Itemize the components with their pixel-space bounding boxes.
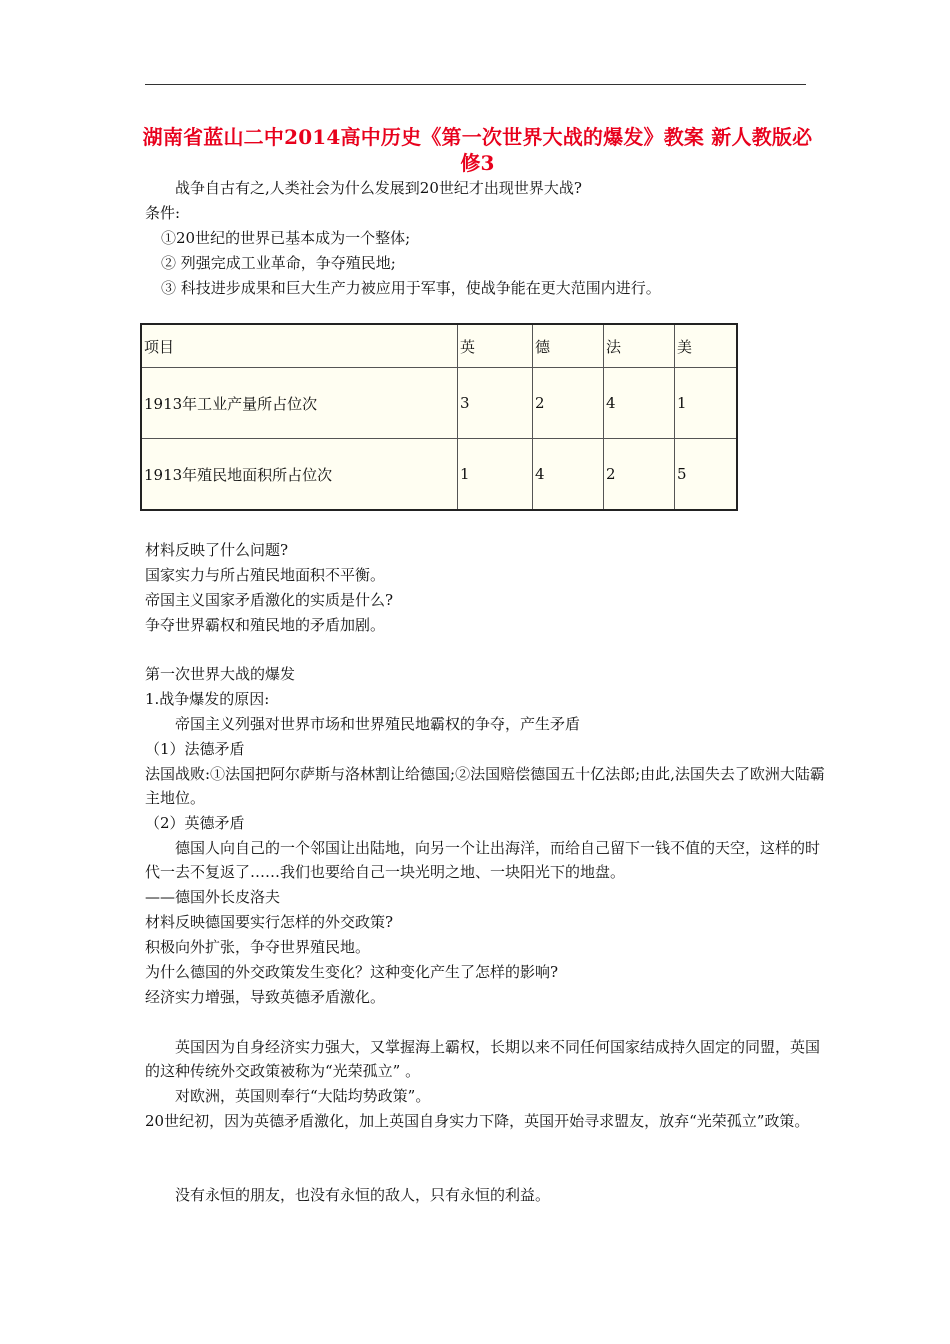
header-rule [145, 84, 806, 85]
conditions-label: 条件: [145, 204, 181, 222]
britain-paragraph-1: 英国因为自身经济实力强大，又掌握海上霸权，长期以来不同任何国家结成持久固定的同盟，英国的这种传统外交政策被称为“光荣孤立” 。 [145, 1038, 821, 1080]
question-4: 为什么德国的外交政策发生变化？这种变化产生了怎样的影响? [145, 963, 559, 981]
table-cell: 3 [458, 368, 533, 439]
intro-question: 战争自古有之,人类社会为什么发展到20世纪才出现世界大战? [175, 179, 582, 197]
document-title: 湖南省蓝山二中2014高中历史《第一次世界大战的爆发》教案 新人教版必修3 [142, 125, 813, 175]
answer-3: 积极向外扩张，争夺世界殖民地。 [145, 938, 371, 956]
britain-paragraph-3: 20世纪初，因为英德矛盾激化，加上英国自身实力下降，英国开始寻求盟友，放弃“光荣孤立”政策。 [145, 1112, 810, 1130]
qa-question-1: 材料反映了什么问题? [145, 541, 289, 559]
section-heading: 第一次世界大战的爆发 [145, 665, 296, 683]
franco-german-text: 法国战败:①法国把阿尔萨斯与洛林割让给德国;②法国赔偿德国五十亿法郎;由此,法国失去了欧洲大陆霸主地位。 [145, 765, 825, 807]
table-header-cell: 项目 [141, 324, 458, 368]
section-item-1: 1.战争爆发的原因: [145, 690, 270, 708]
answer-4: 经济实力增强，导致英德矛盾激化。 [145, 988, 386, 1006]
table-header-cell: 法 [604, 324, 675, 368]
condition-2: ② 列强完成工业革命，争夺殖民地; [161, 254, 396, 272]
condition-1: ①20世纪的世界已基本成为一个整体; [161, 229, 411, 247]
table-cell: 4 [604, 368, 675, 439]
qa-answer-1: 国家实力与所占殖民地面积不平衡。 [145, 566, 386, 584]
qa-answer-2: 争夺世界霸权和殖民地的矛盾加剧。 [145, 616, 386, 634]
qa-question-2: 帝国主义国家矛盾激化的实质是什么? [145, 591, 394, 609]
table-cell: 4 [533, 439, 604, 511]
table-cell: 1913年殖民地面积所占位次 [141, 439, 458, 511]
cause-text: 帝国主义列强对世界市场和世界殖民地霸权的争夺，产生矛盾 [175, 715, 581, 733]
table-cell: 1913年工业产量所占位次 [141, 368, 458, 439]
bulow-quote: 德国人向自己的一个邻国让出陆地，向另一个让出海洋，而给自己留下一钱不值的天空，这样的时代一去不复返了……我们也要给自己一块光明之地、一块阳光下的地盘。 [145, 839, 821, 881]
subheading-franco-german: （1）法德矛盾 [145, 740, 245, 758]
table-cell: 2 [604, 439, 675, 511]
condition-3: ③ 科技进步成果和巨大生产力被应用于军事，使战争能在更大范围内进行。 [161, 279, 661, 297]
table-cell: 5 [675, 439, 738, 511]
ranking-table [140, 323, 738, 511]
britain-paragraph-2: 对欧洲，英国则奉行“大陆均势政策”。 [175, 1087, 431, 1105]
subheading-anglo-german: （2）英德矛盾 [145, 814, 245, 832]
table-header-cell: 英 [458, 324, 533, 368]
table-cell: 2 [533, 368, 604, 439]
table-row [141, 368, 737, 439]
closing-sentence: 没有永恒的朋友，也没有永恒的敌人，只有永恒的利益。 [175, 1186, 551, 1204]
quote-source: ——德国外长皮洛夫 [145, 888, 281, 906]
question-3: 材料反映德国要实行怎样的外交政策? [145, 913, 394, 931]
table-header-cell: 德 [533, 324, 604, 368]
table-cell: 1 [458, 439, 533, 511]
table-header-row [141, 324, 737, 368]
table-cell: 1 [675, 368, 738, 439]
table-row [141, 439, 737, 511]
table-header-cell: 美 [675, 324, 738, 368]
